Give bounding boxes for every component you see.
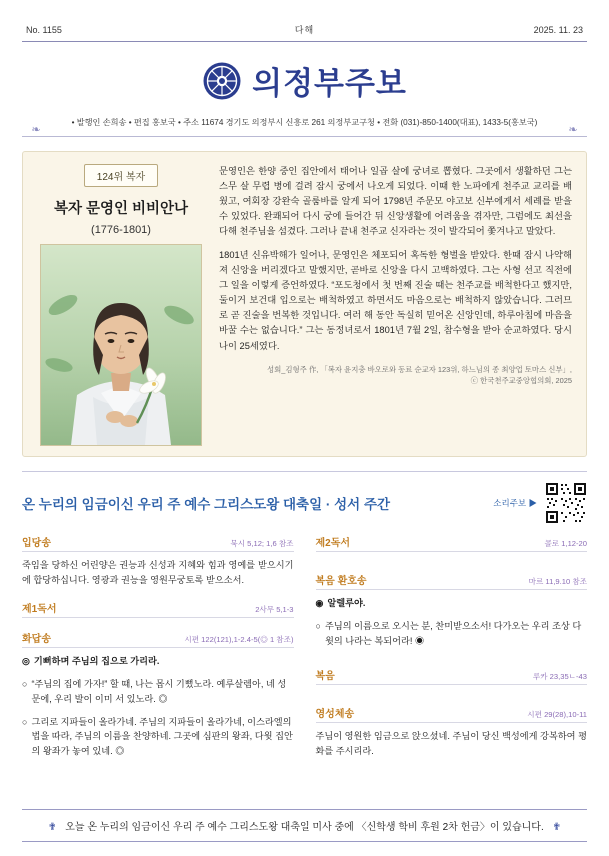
acclamation-response [316,596,588,611]
liturgy-column-left [22,534,294,771]
fleur-ornament-icon-left: ❧ [31,124,41,136]
saint-article-left [37,164,205,446]
section-text: 주님이 영원한 임금으로 앉으셨네. 주님이 당신 백성에게 강복하여 평화를 주시리라. [315,730,587,756]
psalm-verse [22,715,294,760]
section-gospel [316,667,588,685]
liturgy-title: 온 누리의 임금이신 우리 주 예수 그리스도왕 대축일 · 성서 주간 [22,497,391,512]
saint-article [22,151,587,457]
scripture-reference: 콜로 1,12-20 [544,539,587,548]
article-paragraph: 1801년 신유박해가 일어나, 문영인은 체포되어 혹독한 형벌을 받았다. 한때 잠시 나약해져 신앙을 버리겠다고 말했지만, 곧바로 신앙을 다시 고백하였다. 그는 사형 선고 직전에 그 일을 이렇게 증언하였다. “포도청에서 첫 번째 진술 때는 천주교를 배척한다고 했지만, 둘이거 보건대 입으로는 배척하였고 하면서도 마음으로는 배척하지 않았습니다. 그러므로 곧 진술을 번복한 것입니다. 여러 해 동안 독실히 믿어온 신앙인데, 하루아침에 마음을 바꿀 수는 없습니다.” 그는 동정녀로서 1801년 7월 2일, 참수형을 받아 순교하였다. 당시 나이 25세였다. [219,250,572,351]
issue-date: 2025. 11. 23 [533,24,583,35]
imprint [22,111,587,136]
fleur-ornament-icon-right: ❧ [568,124,578,136]
header-divider [22,136,587,137]
section-first-reading [22,600,294,618]
scripture-reference: 시편 29(28),10-11 [527,709,587,719]
verse-mark: ○ [315,620,321,631]
section-communion-antiphon [316,705,588,723]
section-label: 입당송 [22,538,51,549]
verse-text: “주님의 집에 가자!” 할 때, 나는 몹시 기뻤노라. 예루살렘아, 네 성문에, 우리 발이 이미 서 있노라. ◎ [31,678,287,704]
liturgy-columns [22,534,587,771]
section-divider [22,471,587,472]
response-text: 알렐루야. [327,598,366,608]
acclamation-verse [316,619,588,649]
section-label: 제1독서 [22,603,57,615]
issue-number: No. 1155 [26,24,62,35]
response-mark: ◎ [22,655,30,666]
section-label: 화답송 [22,633,51,645]
scripture-reference: 마르 11,9.10 참조 [528,577,587,586]
footer-notice [22,809,587,842]
saint-article-body [219,164,572,446]
cross-star-icon-right: ✟ [552,822,561,833]
footer-text: 오늘 온 누리의 임금이신 우리 주 예수 그리스도왕 대축일 미사 중에 〈신학생 학비 후원 2차 헌금〉이 있습니다. [65,822,544,833]
section-label: 복음 [315,670,335,682]
saint-dates: (1776-1801) [91,224,151,236]
imprint-text: • 발행인 손희송 • 편집 홍보국 • 주소 11674 경기도 의정부시 신흥로 261 의정부교구청 • 전화 (031)-850-1400(대표), 1433-5(홍보국) [71,118,538,127]
scripture-reference: 묵시 5,12; 1,6 참조 [230,539,294,548]
page-title: 의정부주보 [252,66,407,102]
liturgy-column-right [316,534,588,771]
section-gospel-acclamation [316,572,588,590]
verse-text: 주님의 이름으로 오시는 분, 찬미받으소서! 다가오는 우리 조상 다윗의 나라는 복되어라! ◉ [324,620,582,646]
article-source-line: 성회_김형주 作, 「복자 윤지충 바오로와 동료 순교자 123위, 하느님의 종 최양업 토마스 신부」, [266,364,572,374]
header-bar [22,18,587,42]
audio-bulletin-link[interactable]: 소리주보 ▶ [493,498,537,508]
section-entrance-antiphon [22,534,294,552]
psalm-verse [22,677,294,707]
article-source [219,364,572,386]
status-badge: 124위 복자 [84,164,158,187]
section-responsorial-psalm [22,630,294,648]
response-mark: ◉ [315,598,324,608]
scripture-reference: 루카 23,35ㄴ-43 [532,671,587,681]
section-second-reading [316,534,588,552]
verse-mark: ○ [22,678,28,689]
section-text: 죽임을 당하신 어린양은 권능과 신성과 지혜와 힘과 영예를 받으시기에 합당하십니다. 영광과 권능을 영원무궁토록 받으소서. [22,560,294,585]
psalm-response [22,654,294,669]
saint-portrait [40,244,202,446]
scripture-reference: 2사무 5,1-3 [255,604,294,614]
saint-name: 복자 문영인 비비안나 [53,201,189,217]
cross-star-icon-left: ✟ [48,822,57,833]
response-text: 기뻐하며 주님의 집으로 가리라. [33,655,160,666]
liturgical-cycle: 다해 [294,25,315,35]
article-source-copyright: ⓒ 한국천주교중앙협의회, 2025 [470,375,572,385]
masthead [22,42,587,111]
qr-code-icon[interactable] [545,482,587,524]
section-label: 제2독서 [315,538,351,549]
article-paragraph: 문영인은 한양 중인 집안에서 태어나 일곱 살에 궁녀로 뽑혔다. 그곳에서 생활하던 그는 스무 살 무렵 병에 걸려 잠시 궁에서 나오게 되었다. 이때 한 노파에게 천주교 교리를 배웠고, 여회장 강완숙 골룸바를 알게 되어 1798년 주문모 야고보 신부에게서 세례를 받을 수 있었다. 완쾌되어 다시 궁에 들어간 뒤 신앙생활에 어려움을 겪자만, 그럼에도 최선을 다해 천주님을 섬겼다. 그러나 끝내 천주교 신자라는 것이 발각되어 쫓겨나고 말았다. [219,166,572,237]
verse-mark: ○ [22,716,28,727]
verse-text: 그리로 지파들이 올라가네. 주님의 지파들이 올라가네, 이스라엘의 법을 따라, 주님의 이름을 찬양하네. 그곳에 심판의 왕좌, 다윗 집안의 왕좌가 놓여 있네. ◎ [31,716,293,757]
scripture-reference: 시편 122(121),1-2.4-5(◎ 1 참조) [184,634,294,644]
diocese-seal-icon [202,61,242,101]
liturgy-header [22,482,587,524]
section-label: 복음 환호송 [315,576,367,587]
section-label: 영성체송 [315,708,355,720]
